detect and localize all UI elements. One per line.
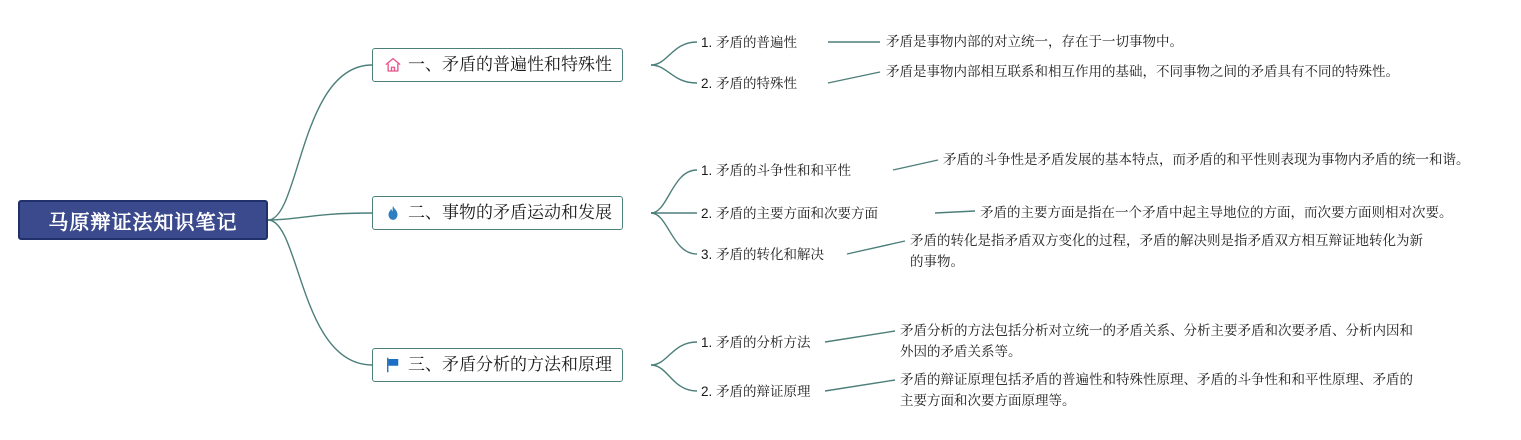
branch-label-1: 一、矛盾的普遍性和特殊性: [408, 55, 612, 74]
detail-text: 矛盾是事物内部的对立统一，存在于一切事物中。: [886, 34, 1183, 49]
branch-label-3: 三、矛盾分析的方法和原理: [408, 355, 612, 374]
topic-2-1[interactable]: [701, 162, 851, 181]
detail-3-2: [900, 370, 1425, 412]
topic-1-2[interactable]: [701, 75, 797, 94]
topic-3-1[interactable]: [701, 334, 811, 353]
root-node[interactable]: [18, 200, 268, 240]
topic-label: 1. 矛盾的斗争性和和平性: [701, 163, 852, 178]
topic-label: 2. 矛盾的辩证原理: [701, 384, 811, 399]
topic-label: 1. 矛盾的普遍性: [701, 35, 798, 50]
branch-label-2: 二、事物的矛盾运动和发展: [408, 203, 612, 222]
flag-icon: [383, 355, 403, 375]
house-icon: [383, 55, 403, 75]
detail-2-1: [943, 150, 1473, 171]
topic-2-3[interactable]: [701, 246, 824, 265]
detail-1-2: [886, 62, 1406, 83]
branch-node-3[interactable]: [372, 348, 623, 382]
topic-3-2[interactable]: [701, 383, 811, 402]
root-label: 马原辩证法知识笔记: [48, 211, 238, 234]
detail-text: 矛盾的主要方面是指在一个矛盾中起主导地位的方面，而次要方面则相对次要。: [980, 205, 1453, 220]
topic-1-1[interactable]: [701, 34, 797, 53]
topic-2-2[interactable]: [701, 205, 878, 224]
detail-text: 矛盾的斗争性是矛盾发展的基本特点，而矛盾的和平性则表现为事物内矛盾的统一和谐。: [943, 152, 1470, 167]
detail-text: 矛盾的转化是指矛盾双方变化的过程，矛盾的解决则是指矛盾双方相互辩证地转化为新的事物。: [910, 233, 1423, 269]
detail-1-1: [886, 32, 1486, 53]
detail-text: 矛盾是事物内部相互联系和相互作用的基础，不同事物之间的矛盾具有不同的特殊性。: [886, 64, 1399, 79]
branch-node-2[interactable]: [372, 196, 623, 230]
topic-label: 2. 矛盾的主要方面和次要方面: [701, 206, 879, 221]
detail-2-3: [910, 231, 1430, 273]
detail-3-1: [900, 321, 1420, 363]
topic-label: 2. 矛盾的特殊性: [701, 76, 798, 91]
detail-2-2: [980, 203, 1510, 224]
topic-label: 3. 矛盾的转化和解决: [701, 247, 825, 262]
detail-text: 矛盾的辩证原理包括矛盾的普遍性和特殊性原理、矛盾的斗争性和和平性原理、矛盾的主要方面和次要方面原理等。: [900, 372, 1413, 408]
detail-text: 矛盾分析的方法包括分析对立统一的矛盾关系、分析主要矛盾和次要矛盾、分析内因和外因的矛盾关系等。: [900, 323, 1413, 359]
branch-node-1[interactable]: [372, 48, 623, 82]
flame-icon: [383, 203, 403, 223]
topic-label: 1. 矛盾的分析方法: [701, 335, 811, 350]
